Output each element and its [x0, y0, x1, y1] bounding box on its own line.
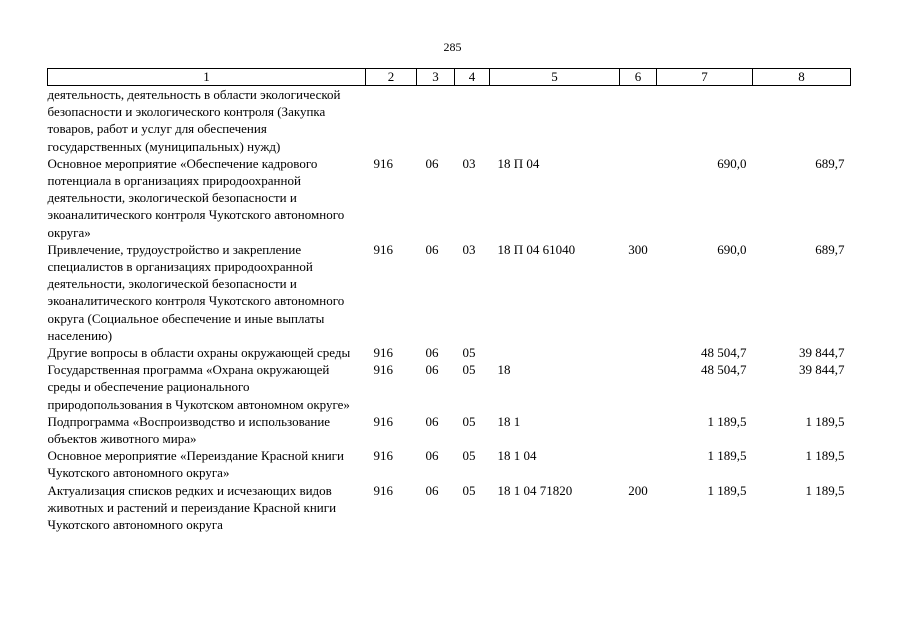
- row-admin-code-cell: 916: [373, 413, 393, 429]
- row-expense-type-cell: 200: [628, 482, 648, 498]
- row-expense-type-cell: [620, 155, 657, 241]
- row-section-cell: 06: [425, 241, 439, 257]
- table-row: [48, 413, 851, 447]
- row-target-article-cell: 18 1: [497, 413, 521, 429]
- row-expense-type-cell: [620, 361, 657, 413]
- row-amount-executed-cell: 689,7: [815, 241, 845, 257]
- row-admin-code-cell: 916: [373, 155, 393, 171]
- row-amount-planned-cell: 1 189,5: [707, 482, 747, 498]
- row-section-cell: 06: [425, 345, 439, 361]
- table-row: [48, 86, 851, 155]
- row-name-cell: Другие вопросы в области охраны окружающей среды: [47, 345, 351, 361]
- row-admin-code-cell: 916: [373, 241, 393, 257]
- row-target-article-cell: 18: [497, 362, 511, 378]
- row-expense-type-cell: [620, 447, 657, 481]
- row-name-cell: Основное мероприятие «Обеспечение кадрового потенциала в организациях природоохранной деятельности, экологической безопасности и экоаналитического контроля Чукотского автономного округа»: [47, 155, 345, 240]
- header-row: [48, 69, 851, 86]
- header-cell-4: 4: [455, 69, 490, 86]
- row-subsection-cell: 05: [462, 362, 476, 378]
- row-admin-code-cell: [366, 86, 417, 155]
- row-amount-planned-cell: 48 504,7: [701, 345, 747, 361]
- row-section-cell: 06: [425, 448, 439, 464]
- header-cell-1: 1: [48, 69, 366, 86]
- table-row: [48, 447, 851, 481]
- table-row: [48, 482, 851, 534]
- row-amount-planned-cell: [657, 86, 753, 155]
- row-subsection-cell: 05: [462, 448, 476, 464]
- row-amount-executed-cell: 1 189,5: [805, 413, 845, 429]
- header-cell-3: 3: [417, 69, 455, 86]
- row-admin-code-cell: 916: [373, 482, 393, 498]
- row-expense-type-cell: [620, 86, 657, 155]
- row-amount-planned-cell: 690,0: [717, 241, 747, 257]
- row-name-cell: Актуализация списков редких и исчезающих видов животных и растений и переиздание Красной книги Чукотского автономного округа: [47, 482, 337, 533]
- budget-table: [47, 68, 851, 533]
- row-subsection-cell: 05: [462, 482, 476, 498]
- row-amount-executed-cell: [753, 86, 851, 155]
- row-section-cell: 06: [425, 155, 439, 171]
- row-name-cell: Государственная программа «Охрана окружающей среды и обеспечение рационального природопользования в Чукотском автономном округе»: [47, 362, 350, 412]
- row-target-article-cell: 18 П 04 61040: [497, 241, 576, 257]
- row-subsection-cell: 03: [462, 155, 476, 171]
- table-row: [48, 241, 851, 344]
- header-cell-8: 8: [753, 69, 851, 86]
- row-amount-executed-cell: 1 189,5: [805, 448, 845, 464]
- row-admin-code-cell: 916: [373, 448, 393, 464]
- row-target-article-cell: 18 1 04 71820: [497, 482, 573, 498]
- row-subsection-cell: 03: [462, 241, 476, 257]
- table-row: [48, 344, 851, 361]
- row-subsection-cell: [455, 86, 490, 155]
- row-expense-type-cell: 300: [628, 241, 648, 257]
- row-expense-type-cell: [620, 344, 657, 361]
- row-amount-executed-cell: 689,7: [815, 155, 845, 171]
- row-target-article-cell: 18 П 04: [497, 155, 540, 171]
- row-admin-code-cell: 916: [373, 362, 393, 378]
- header-cell-7: 7: [657, 69, 753, 86]
- row-subsection-cell: 05: [462, 345, 476, 361]
- row-amount-executed-cell: 39 844,7: [799, 345, 845, 361]
- row-name-cell: Основное мероприятие «Переиздание Красной книги Чукотского автономного округа»: [47, 448, 344, 481]
- row-name-cell: Привлечение, трудоустройство и закрепление специалистов в организациях природоохранной деятельности, экологической безопасности и экоаналитического контроля Чукотского автономного округа (Социальное обеспечение и иные выплаты населению): [47, 241, 345, 343]
- page-number: 285: [443, 40, 462, 54]
- header-cell-5: 5: [490, 69, 620, 86]
- row-name-cell: деятельность, деятельность в области экологической безопасности и экологического контроля (Закупка товаров, работ и услуг для обеспечения государственных (муниципальных) нужд): [47, 87, 341, 154]
- row-amount-executed-cell: 39 844,7: [799, 362, 845, 378]
- row-target-article-cell: [490, 86, 620, 155]
- header-cell-6: 6: [620, 69, 657, 86]
- header-cell-2: 2: [366, 69, 417, 86]
- row-amount-executed-cell: 1 189,5: [805, 482, 845, 498]
- row-section-cell: 06: [425, 362, 439, 378]
- row-amount-planned-cell: 690,0: [717, 155, 747, 171]
- row-name-cell: Подпрограмма «Воспроизводство и использование объектов животного мира»: [47, 413, 331, 447]
- row-subsection-cell: 05: [462, 413, 476, 429]
- row-admin-code-cell: 916: [373, 345, 393, 361]
- row-section-cell: [417, 86, 455, 155]
- row-amount-planned-cell: 1 189,5: [707, 448, 747, 464]
- row-section-cell: 06: [425, 482, 439, 498]
- row-expense-type-cell: [620, 413, 657, 447]
- table-row: [48, 155, 851, 241]
- row-amount-planned-cell: 1 189,5: [707, 413, 747, 429]
- row-amount-planned-cell: 48 504,7: [701, 362, 747, 378]
- row-section-cell: 06: [425, 413, 439, 429]
- table-row: [48, 361, 851, 413]
- row-target-article-cell: 18 1 04: [497, 448, 537, 464]
- row-target-article-cell: [490, 344, 620, 361]
